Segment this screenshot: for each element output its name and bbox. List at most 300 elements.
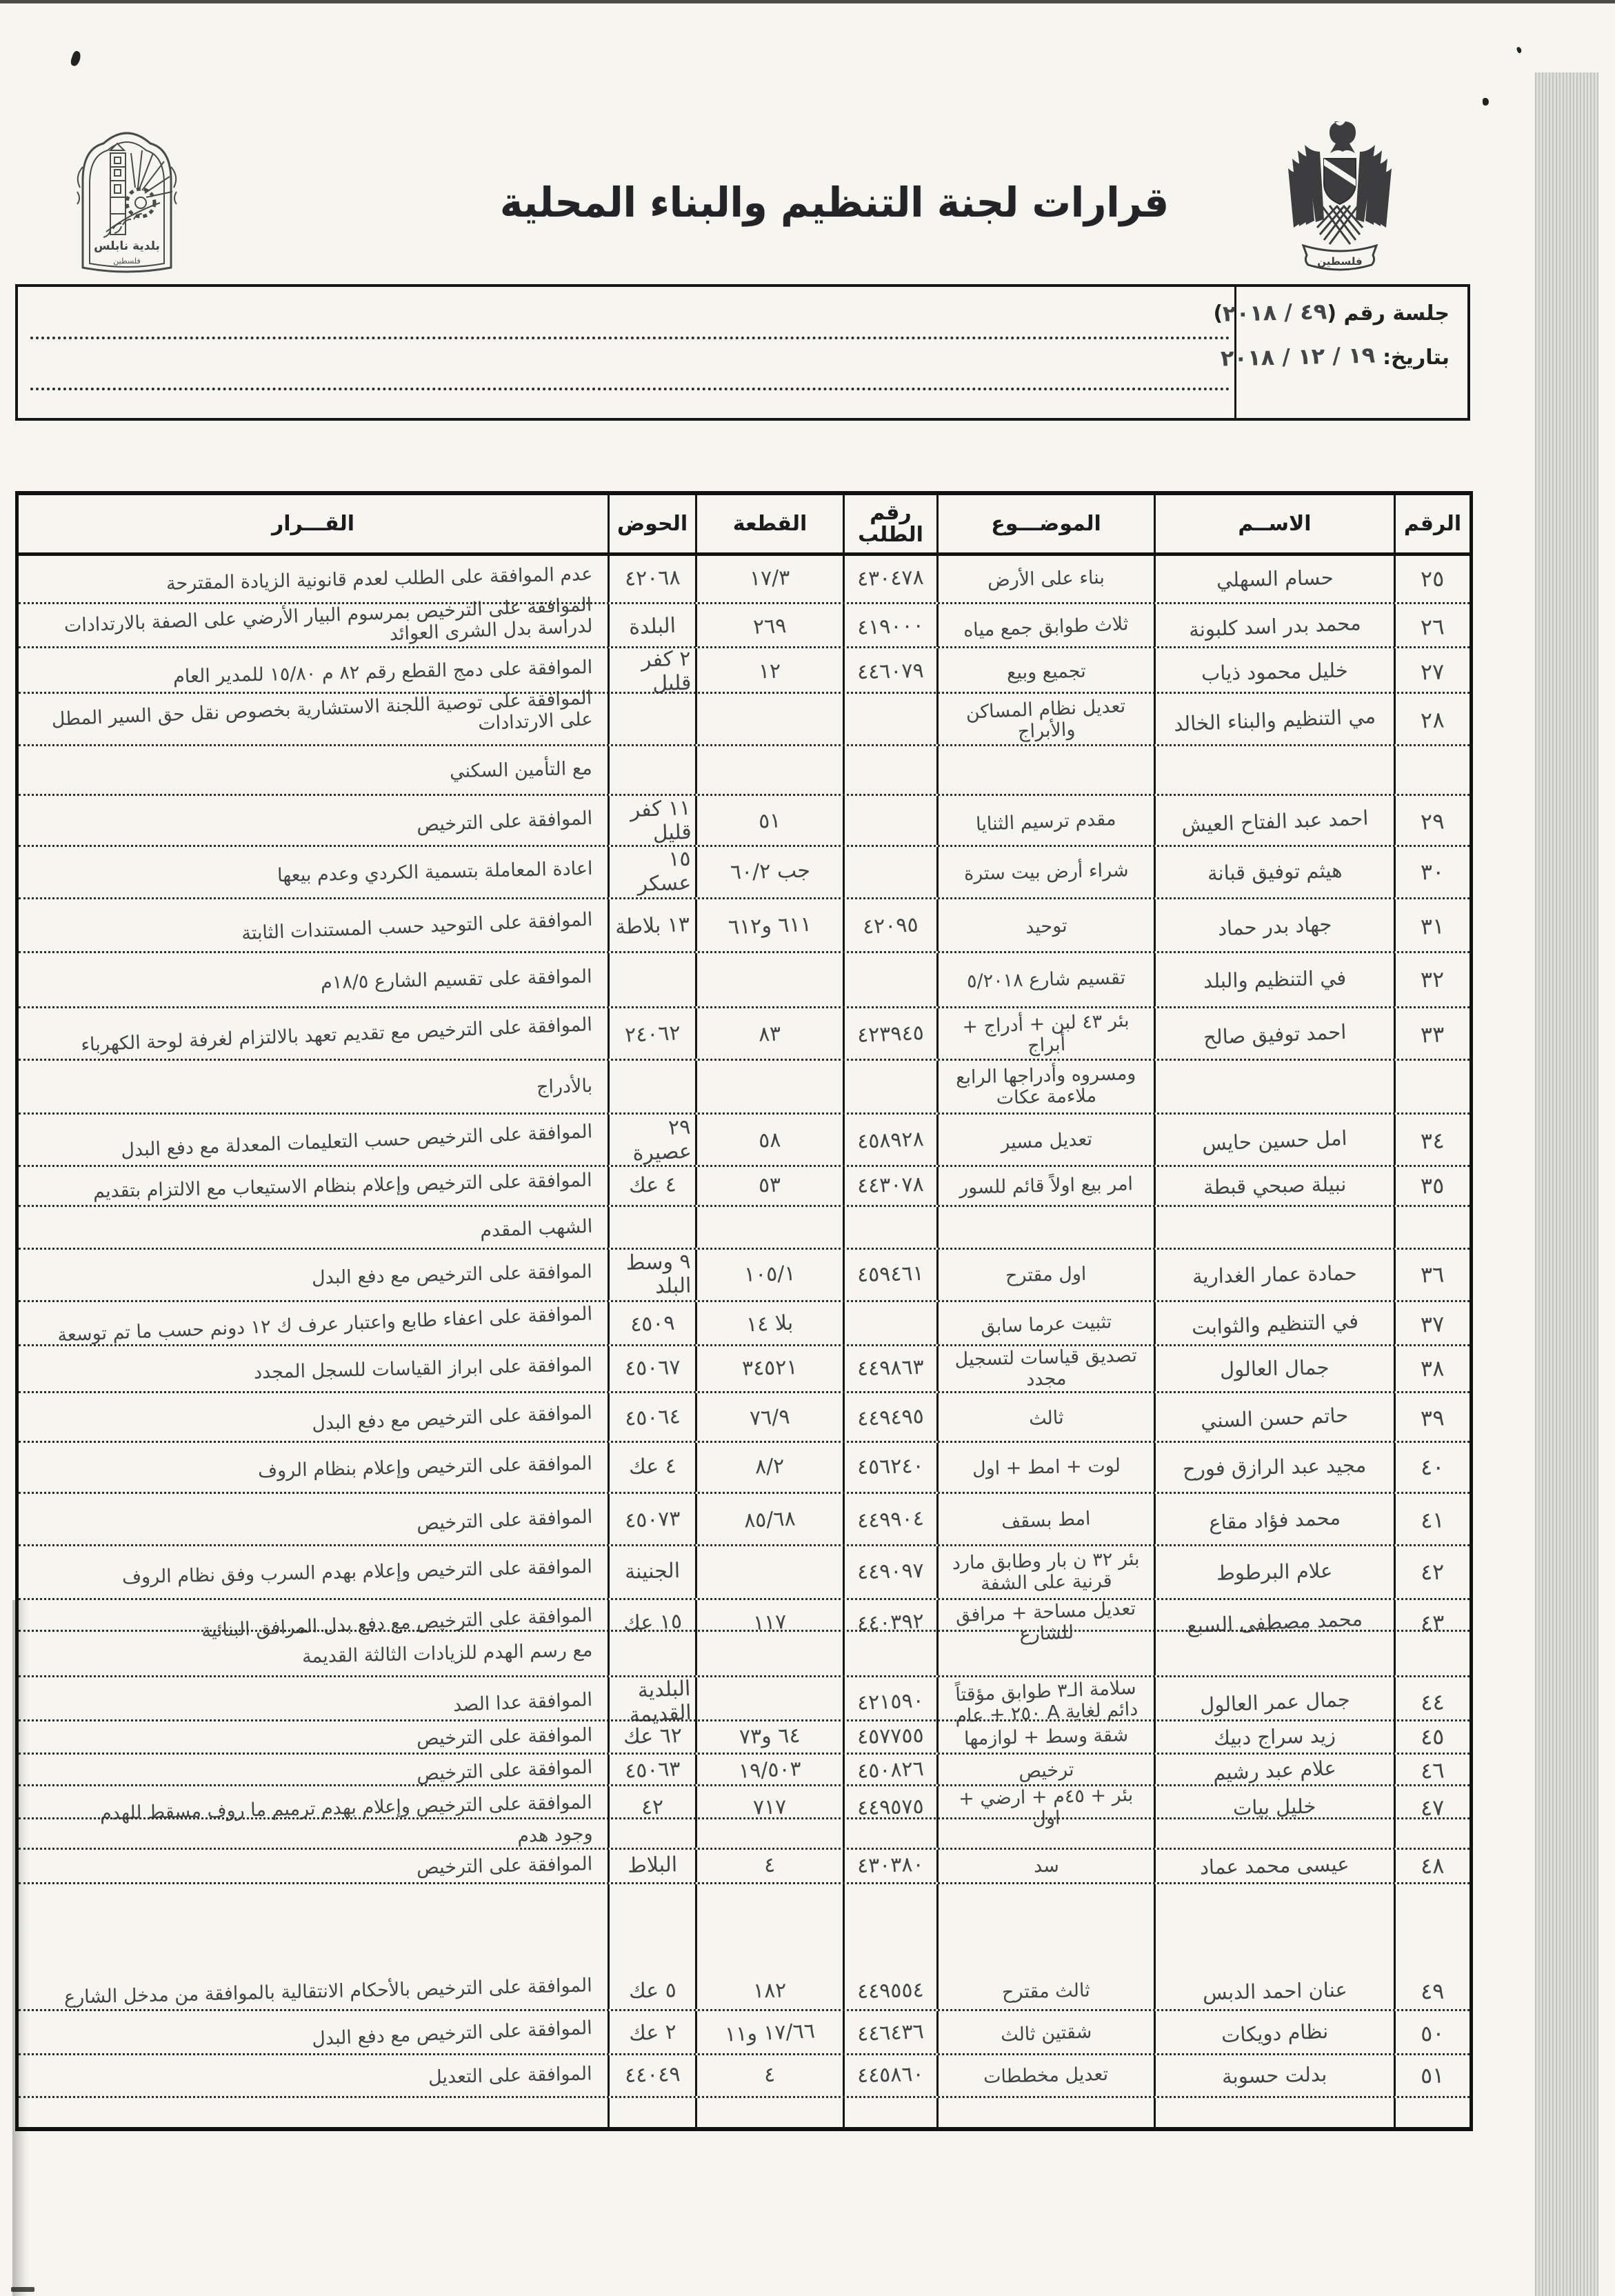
handwritten-entry: ٢٨: [1420, 706, 1445, 734]
cell-request_no: [843, 953, 936, 1006]
cell-name: [1154, 1677, 1394, 1725]
cell-basin: [608, 1974, 695, 2009]
cell-basin: [608, 1494, 695, 1544]
handwritten-entry: تثبيت عرما سابق: [980, 1311, 1112, 1338]
handwritten-entry: اعادة المعاملة بتسمية الكردي وعدم بيعها: [277, 857, 593, 887]
handwritten-entry: بئر ٤٣ لبن + أدراج + أبراج: [961, 1010, 1130, 1057]
handwritten-entry: ٥٠: [1420, 2019, 1445, 2047]
handwritten-entry: نبيلة صبحي قبطة: [1203, 1172, 1347, 1199]
handwritten-entry: ٤١٩٠٠٠: [856, 612, 925, 640]
handwritten-entry: علام عبد رشيم: [1212, 1756, 1337, 1785]
table-row: [19, 2055, 1469, 2098]
handwritten-entry: ٣٣: [1420, 1021, 1445, 1048]
cell-number: [1394, 648, 1469, 696]
cell-number: [1394, 1302, 1469, 1344]
table-row: [19, 2011, 1469, 2055]
cell-basin: [608, 2055, 695, 2096]
handwritten-entry: الموافقة على الترخيص مع دفع البدل: [311, 1401, 593, 1435]
handwritten-entry: علام البرطوط: [1216, 1558, 1334, 1585]
session-number-value: ٤٩ / ٢٠١٨: [1222, 298, 1327, 327]
cell-request_no: [843, 1850, 936, 1882]
table-row: [19, 1721, 1469, 1755]
handwritten-entry: ٢٦: [1420, 612, 1445, 641]
handwritten-entry: ٤٤٩٤٩٥: [856, 1404, 925, 1432]
handwritten-entry: ٥٣: [758, 1172, 782, 1198]
cell-name: [1154, 1974, 1394, 2009]
handwritten-entry: ٨/٢: [754, 1454, 785, 1479]
cell-request_no: [843, 1167, 936, 1205]
handwritten-entry: لوت + امط + اول: [972, 1455, 1121, 1480]
cell-subject: [936, 1597, 1154, 1646]
cell-decision: [19, 1632, 608, 1675]
handwritten-entry: ٤٤٩٥٧٥: [856, 1794, 925, 1820]
header-request-no: رقم الطلب: [843, 495, 936, 552]
cell-request_no: [843, 1250, 936, 1300]
cell-request_no: [843, 1546, 936, 1598]
handwritten-entry: الموافقة على الترخيص: [416, 1724, 593, 1750]
handwritten-entry: الموافقة على الترخيص مع دفع البدل: [311, 2017, 593, 2050]
handwritten-entry: بلا ١٤: [745, 1310, 794, 1337]
cell-basin: [608, 1443, 695, 1492]
cell-decision: [19, 687, 608, 744]
handwritten-entry: الموافقة على الترخيص: [416, 1756, 593, 1786]
handwritten-entry: ٤٥٠٨٢٦: [856, 1757, 925, 1784]
handwritten-entry: ٤٤٩٨٦٣: [856, 1355, 925, 1381]
handwritten-entry: ١٠٥/١: [743, 1261, 796, 1288]
handwritten-entry: ٥٨: [758, 1128, 782, 1153]
handwritten-entry: الموافقة عدا الصد: [452, 1688, 593, 1717]
table-row: [19, 1061, 1469, 1115]
handwritten-entry: البلدة: [628, 613, 676, 640]
handwritten-entry: ٣٤٥٢١: [741, 1355, 799, 1381]
cell-decision: [19, 1850, 608, 1882]
handwritten-entry: محمد بدر اسد كلبونة: [1188, 611, 1361, 642]
handwritten-entry: ٣٩: [1420, 1404, 1445, 1432]
table-row: [19, 1008, 1469, 1061]
cell-request_no: [843, 2098, 936, 2127]
handwritten-entry: ٢٦٩: [752, 613, 788, 639]
cell-name: [1154, 1721, 1394, 1753]
handwritten-entry: الموافقة على التعديل: [428, 2063, 593, 2088]
cell-decision: [19, 796, 608, 845]
session-info-cell: [1213, 287, 1467, 418]
handwritten-entry: ٣٨: [1420, 1355, 1445, 1382]
cell-parcel: [695, 648, 843, 696]
cell-basin: [608, 1008, 695, 1059]
cell-parcel: [695, 1393, 843, 1441]
handwritten-entry: ٤٥٠٩: [630, 1310, 675, 1337]
table-row: [19, 1884, 1469, 1974]
cell-request_no: [843, 2055, 936, 2096]
handwritten-entry: البلدية القديمة: [628, 1676, 692, 1727]
handwritten-entry: الموافقة على الترخيص مع دفع البدل: [311, 1261, 593, 1289]
cell-parcel: [695, 1008, 843, 1059]
cell-parcel: [695, 2055, 843, 2096]
cell-request_no: [843, 694, 936, 744]
table-row: [19, 1346, 1469, 1393]
handwritten-entry: ٤١: [1420, 1506, 1445, 1534]
cell-name: [1154, 1850, 1394, 1882]
handwritten-entry: ٣٢: [1420, 966, 1445, 993]
header-decision: القـــرار: [271, 511, 355, 536]
cell-decision: [19, 847, 608, 897]
handwritten-entry: ٤: [764, 1853, 776, 1878]
cell-number: [1394, 1061, 1469, 1112]
handwritten-entry: سد: [1033, 1855, 1059, 1877]
cell-number: [1394, 1884, 1469, 1974]
handwritten-entry: ١٣ بلاطة: [614, 912, 690, 940]
table-row: [19, 2098, 1469, 2127]
cell-subject: [936, 899, 1154, 951]
handwritten-entry: الموافقة على دمج القطع رقم ٨٢ م ١٥/٨٠ للمدير العام: [172, 657, 593, 688]
cell-parcel: [695, 1061, 843, 1112]
eagle-banner-text: فلسطين: [1317, 255, 1363, 268]
handwritten-entry: ١٥ عسكر: [637, 846, 692, 896]
cell-basin: [608, 1302, 695, 1344]
handwritten-entry: ٤٢: [641, 1795, 664, 1820]
cell-basin: [608, 604, 695, 647]
cell-decision: [19, 1008, 608, 1059]
handwritten-entry: ٤٥٨٩٢٨: [856, 1127, 925, 1155]
cell-basin: [608, 899, 695, 951]
cell-subject: [936, 648, 1154, 696]
handwritten-entry: مع رسم الهدم للزيادات الثالثة القديمة: [301, 1639, 593, 1668]
cell-subject: [936, 796, 1154, 845]
cell-parcel: [695, 1884, 843, 1974]
handwritten-entry: ٤٥٠٦٤: [624, 1404, 681, 1431]
cell-number: [1394, 953, 1469, 1006]
cell-decision: [19, 1302, 608, 1344]
cell-basin: [608, 1632, 695, 1675]
handwritten-entry: امر بيع اولاً قائم للسور: [959, 1173, 1134, 1199]
table-row: [19, 594, 1469, 648]
cell-request_no: [843, 1819, 936, 1848]
cell-request_no: [843, 2011, 936, 2053]
table-row: [19, 1167, 1469, 1207]
cell-decision: [19, 1974, 608, 2009]
cell-subject: [936, 1061, 1154, 1112]
handwritten-entry: ٤ عك: [628, 1454, 676, 1480]
session-date-label: بتاريخ:: [1383, 346, 1450, 370]
handwritten-entry: ١٨٢: [752, 1978, 788, 2004]
handwritten-entry: ٢٩ عصيرة: [632, 1115, 692, 1166]
session-info-box: [15, 284, 1470, 421]
handwritten-entry: البلاط: [627, 1853, 678, 1879]
cell-name: [1154, 1546, 1394, 1598]
cell-number: [1394, 1974, 1469, 2009]
cell-number: [1394, 604, 1469, 647]
table-row: [19, 899, 1469, 953]
cell-subject: [936, 556, 1154, 602]
handwritten-entry: خليل بيات: [1232, 1795, 1317, 1820]
cell-basin: [608, 953, 695, 1006]
cell-request_no: [843, 1207, 936, 1248]
cell-parcel: [695, 796, 843, 845]
cell-number: [1394, 1393, 1469, 1441]
handwritten-entry: الموافقة على الترخيص مع تقديم تعهد بالالتزام لغرفة لوحة الكهرباء: [80, 1014, 593, 1056]
cell-decision: [19, 594, 608, 647]
cell-name: [1154, 1061, 1394, 1112]
session-number-label: جلسة رقم (: [1327, 301, 1450, 326]
cell-name: [1154, 847, 1394, 897]
cell-parcel: [695, 746, 843, 794]
cell-basin: [608, 1346, 695, 1391]
handwritten-entry: الموافقة على الترخيص حسب التعليمات المعدلة مع دفع البدل: [120, 1121, 593, 1161]
handwritten-entry: مجيد عبد الرازق فورح: [1183, 1453, 1367, 1481]
handwritten-entry: ٢٤٠٦٢: [624, 1021, 681, 1048]
handwritten-entry: ١١ كفر قليل: [629, 795, 692, 846]
cell-number: [1394, 746, 1469, 794]
handwritten-entry: شراء أرض بيت سترة: [963, 859, 1129, 885]
cell-subject: [936, 1393, 1154, 1441]
handwritten-entry: الموافقة على توصية اللجنة الاستشارية بخصوص نقل حق السير المطل على الارتدادات: [51, 687, 593, 735]
handwritten-entry: عدم الموافقة على الطلب لعدم قانونية الزيادة المقترحة: [165, 563, 593, 595]
table-row: [19, 1115, 1469, 1167]
cell-basin: [608, 847, 695, 897]
cell-subject: [936, 1546, 1154, 1598]
cell-name: [1154, 746, 1394, 794]
handwritten-entry: ٤٤٩٩٠٤: [856, 1506, 925, 1534]
handwritten-entry: الموافقة على تقسيم الشارع ١٨/٥م: [321, 966, 593, 994]
handwritten-entry: محمد فؤاد مقاع: [1208, 1506, 1341, 1535]
cell-basin: [608, 556, 695, 602]
cell-decision: [19, 1546, 608, 1598]
cell-basin: [608, 1207, 695, 1248]
handwritten-entry: ٤ عك: [628, 1172, 676, 1199]
handwritten-entry: جمال العالول: [1219, 1355, 1330, 1381]
handwritten-entry: ثالث: [1028, 1406, 1064, 1430]
handwritten-entry: احمد عبد الفتاح العيش: [1181, 806, 1369, 837]
cell-name: [1154, 1755, 1394, 1784]
cell-parcel: [695, 1302, 843, 1344]
handwritten-entry: ٤٤٠٣٩٢: [856, 1608, 925, 1636]
cell-parcel: [695, 1167, 843, 1205]
handwritten-entry: ٤٦: [1420, 1757, 1445, 1784]
handwritten-entry: الموافقة على الترخيص: [416, 807, 593, 837]
table-row: [19, 648, 1469, 694]
handwritten-entry: تعديل مسير: [1000, 1128, 1093, 1154]
cell-parcel: [695, 1974, 843, 2009]
handwritten-entry: اول مقترح: [1005, 1263, 1087, 1287]
handwritten-entry: امط بسقف: [1001, 1508, 1092, 1533]
handwritten-entry: بدلت حسوبة: [1222, 2062, 1327, 2088]
table-row: [19, 1974, 1469, 2011]
table-row: [19, 1784, 1469, 1830]
cell-request_no: [843, 1393, 936, 1441]
handwritten-entry: تعديل مخططات: [983, 2063, 1109, 2088]
cell-name: [1154, 1207, 1394, 1248]
handwritten-entry: وجود هدم: [516, 1822, 593, 1848]
cell-number: [1394, 1346, 1469, 1391]
cell-parcel: [695, 899, 843, 951]
handwritten-entry: ٤٣٠٤٧٨: [856, 566, 925, 592]
handwritten-entry: الموافقة على الترخيص وإعلام بهدم ترميم ما روف مسقط للهدم: [100, 1791, 593, 1824]
cell-request_no: [843, 1443, 936, 1492]
cell-decision: [19, 1207, 608, 1248]
cell-name: [1154, 1494, 1394, 1544]
municipality-logo-subtext: فلسطين: [113, 257, 141, 266]
handwritten-entry: ٤٥٦٢٤٠: [856, 1454, 925, 1480]
cell-subject: [936, 1884, 1154, 1974]
handwritten-entry: ترخيص: [1018, 1759, 1074, 1783]
handwritten-entry: الموافقة على الترخيص بمرسوم البيار الأرضي على الصفة بالارتدادات لدراسة بدل الشرى العوائد: [63, 594, 593, 646]
handwritten-entry: ثالث مقترح: [1001, 1979, 1091, 2004]
handwritten-entry: مع التأمين السكني: [450, 757, 593, 783]
cell-request_no: [843, 1755, 936, 1784]
cell-decision: [19, 1677, 608, 1725]
cell-request_no: [843, 648, 936, 696]
cell-name: [1154, 1884, 1394, 1974]
session-date-value: ١٩ / ١٢ / ٢٠١٨: [1221, 341, 1376, 372]
cell-number: [1394, 899, 1469, 951]
cell-name: [1154, 2098, 1394, 2127]
handwritten-entry: الموافقة على الترخيص: [416, 1853, 593, 1879]
header-basin: الحوض: [608, 495, 695, 552]
cell-number: [1394, 556, 1469, 602]
handwritten-entry: ٤٨: [1420, 1852, 1445, 1879]
handwritten-entry: ٨٥/٦٨: [743, 1506, 796, 1533]
cell-subject: [936, 1115, 1154, 1165]
cell-name: [1154, 899, 1394, 951]
handwritten-entry: ٢ كفر قليل: [641, 646, 692, 696]
cell-subject: [936, 1302, 1154, 1344]
cell-parcel: [695, 556, 843, 602]
handwritten-entry: ٢٥: [1420, 565, 1445, 592]
ink-speck: [1483, 98, 1489, 106]
cell-decision: [19, 1884, 608, 1974]
cell-name: [1154, 1008, 1394, 1059]
cell-request_no: [843, 1115, 936, 1165]
cell-subject: [936, 847, 1154, 897]
cell-request_no: [843, 1677, 936, 1725]
cell-decision: [19, 953, 608, 1006]
handwritten-entry: ٤٢٠٦٨: [624, 566, 681, 592]
handwritten-entry: الموافقة على الترخيص وإعلام بنظام الاستيعاب مع الالتزام بتقديم: [93, 1169, 593, 1203]
table-row: [19, 746, 1469, 796]
handwritten-entry: ٤٣٠٣٨٠: [856, 1853, 925, 1879]
handwritten-entry: ١٢: [758, 659, 782, 684]
cell-parcel: [695, 1632, 843, 1675]
cell-number: [1394, 1167, 1469, 1205]
cell-request_no: [843, 1346, 936, 1391]
cell-basin: [608, 1677, 695, 1725]
table-row: [19, 1443, 1469, 1494]
cell-request_no: [843, 1721, 936, 1753]
cell-decision: [19, 899, 608, 951]
handwritten-entry: ٤٥٠٧٣: [624, 1506, 681, 1533]
palestine-eagle-emblem: [1284, 116, 1396, 283]
handwritten-entry: ٤٩: [1420, 1977, 1445, 2005]
cell-decision: [19, 2055, 608, 2096]
cell-number: [1394, 1008, 1469, 1059]
handwritten-entry: بالأدراج: [536, 1075, 593, 1098]
handwritten-entry: احمد توفيق صالح: [1203, 1019, 1347, 1049]
handwritten-entry: ٥ عك: [628, 1978, 676, 2004]
handwritten-entry: ١٧/٣: [749, 566, 791, 591]
cell-basin: [608, 1167, 695, 1205]
ink-speck: [70, 50, 82, 68]
cell-name: [1154, 556, 1394, 602]
handwritten-entry: حمادة عمار الغدارية: [1192, 1261, 1358, 1288]
handwritten-entry: ٣٠: [1420, 858, 1445, 886]
table-row: [19, 1597, 1469, 1646]
cell-subject: [936, 1008, 1154, 1059]
cell-subject: [936, 694, 1154, 744]
cell-request_no: [843, 1632, 936, 1675]
cell-name: [1154, 1250, 1394, 1300]
cell-subject: [936, 1207, 1154, 1248]
cell-parcel: [695, 1494, 843, 1544]
cell-name: [1154, 604, 1394, 647]
handwritten-entry: حاتم حسن السني: [1200, 1403, 1350, 1433]
cell-basin: [608, 746, 695, 794]
cell-decision: [19, 1393, 608, 1441]
cell-decision: [19, 2011, 608, 2053]
cell-name: [1154, 1819, 1394, 1848]
table-row: [19, 1494, 1469, 1546]
handwritten-entry: ٥١: [1420, 2062, 1445, 2089]
handwritten-entry: ١١٧: [752, 1609, 788, 1635]
handwritten-entry: ٤٥٠٦٣: [624, 1757, 681, 1784]
cell-basin: [608, 1819, 695, 1848]
handwritten-entry: مقدم ترسيم الثنايا: [975, 808, 1117, 836]
cell-parcel: [695, 2011, 843, 2053]
table-body: [19, 556, 1469, 2127]
scan-edge-line: [0, 0, 1615, 3]
handwritten-entry: ٤٥٧٧٥٥: [856, 1724, 925, 1750]
cell-name: [1154, 1346, 1394, 1391]
decisions-table: [15, 491, 1473, 2131]
handwritten-entry: ٤٤٩٠٩٧: [856, 1559, 925, 1585]
cell-parcel: [695, 1207, 843, 1248]
handwritten-entry: محمد مصطفى السبع: [1186, 1607, 1363, 1638]
cell-decision: [19, 1755, 608, 1784]
cell-parcel: [695, 604, 843, 647]
handwritten-entry: في التنظيم والثوابت: [1190, 1308, 1359, 1339]
handwritten-entry: مي التنظيم والبناء الخالد: [1173, 703, 1376, 736]
handwritten-entry: ٤٤٩٥٥٤: [856, 1978, 925, 2004]
cell-subject: [936, 1346, 1154, 1391]
table-row: [19, 687, 1469, 746]
handwritten-entry: زيد سراج دبيك: [1213, 1723, 1336, 1750]
handwritten-entry: ٤٣: [1420, 1608, 1445, 1637]
cell-parcel: [695, 1677, 843, 1725]
ink-speck: [11, 2287, 34, 2292]
handwritten-entry: تعديل نظام المساكن والأبراج: [965, 695, 1126, 743]
scan-noise-band: [1535, 72, 1598, 2296]
handwritten-entry: تصديق قياسات لتسجيل مجدد: [954, 1345, 1138, 1391]
handwritten-entry: تعديل مساحة + مرافق للشارع: [955, 1597, 1136, 1646]
handwritten-entry: ٤٥٩٤٦١: [856, 1261, 925, 1288]
handwritten-entry: ٣١: [1420, 912, 1445, 940]
cell-number: [1394, 1819, 1469, 1848]
cell-request_no: [843, 604, 936, 647]
cell-subject: [936, 746, 1154, 794]
cell-request_no: [843, 1494, 936, 1544]
table-row: [19, 1546, 1469, 1600]
session-number-line: [1213, 298, 1450, 327]
cell-request_no: [843, 1008, 936, 1059]
cell-request_no: [843, 1974, 936, 2009]
cell-subject: [936, 2011, 1154, 2053]
handwritten-entry: ٦٢ عك: [623, 1724, 682, 1750]
cell-parcel: [695, 847, 843, 897]
ink-speck: [1516, 46, 1523, 54]
cell-number: [1394, 1546, 1469, 1598]
cell-request_no: [843, 899, 936, 951]
header-parcel: القطعة: [695, 495, 843, 552]
cell-parcel: [695, 1819, 843, 1848]
